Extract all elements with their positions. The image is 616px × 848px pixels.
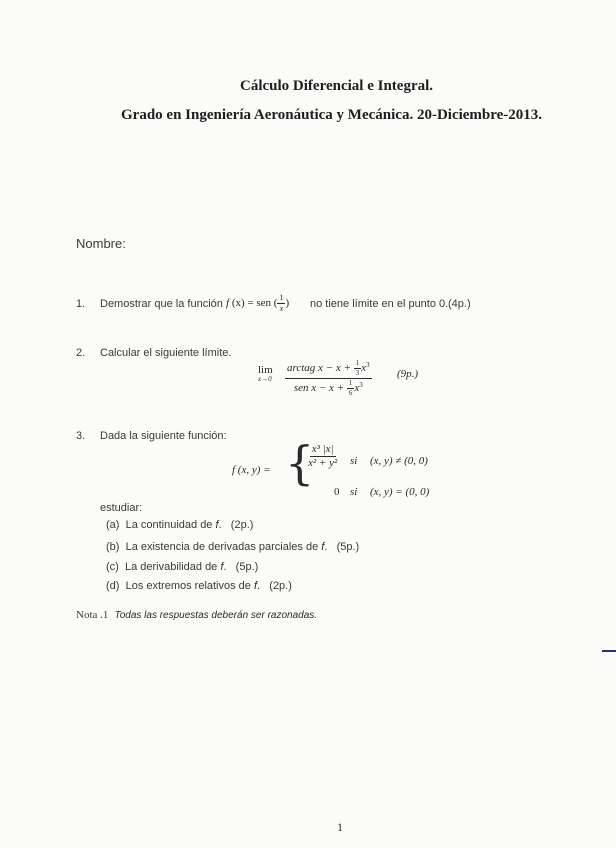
problem-2-number: 2. (76, 347, 86, 359)
exam-subtitle: Grado en Ingeniería Aeronáutica y Mecánica. 20-Diciembre-2013. (121, 107, 543, 123)
problem-2-text: Calcular el siguiente límite. (100, 347, 232, 359)
formula-eq: (x) = sen (231, 297, 272, 310)
case-2-condition: (x, y) = (0, 0) (370, 486, 430, 498)
piecewise-case-1: $\frac{\text{x³ |x|}}{\text{x² + y²}}$ (308, 443, 338, 469)
problem-1-formula: f (x) = sen ( $\frac{1}{x}$ ) (226, 293, 290, 313)
study-label: estudiar: (100, 502, 143, 514)
piecewise-lhs: f (x, y) = (232, 464, 271, 476)
study-item-b: (b) La existencia de derivadas parciales de f. (5p.) (106, 541, 360, 553)
case-1-si: si (350, 455, 358, 467)
case-2-si: si (350, 486, 358, 498)
case-1-condition: (x, y) ≠ (0, 0) (370, 455, 428, 467)
problem-1-points: (4p.) (448, 298, 471, 310)
limit-fraction (285, 360, 372, 397)
problem-1-number: 1. (76, 298, 86, 310)
note (76, 609, 317, 621)
formula-fraction: $\frac{1}{x}$ (279, 293, 284, 313)
limit-denominator: sen x − x + $\frac{1}{6}$ $x^3$ (293, 379, 363, 397)
formula-f: f (226, 297, 230, 310)
name-label: Nombre: (76, 236, 126, 251)
study-item-d: (d) Los extremos relativos de f. (2p.) (106, 580, 292, 592)
page-number: 1 (337, 820, 343, 834)
problem-3-text: Dada la siguiente función: (100, 430, 227, 442)
problem-1-text: Demostrar que la función (100, 298, 223, 310)
problem-2-points: (9p.) (397, 368, 419, 380)
exam-title: Cálculo Diferencial e Integral. (240, 78, 434, 94)
problem-3-number: 3. (76, 430, 86, 442)
study-item-c: (c) La derivabilidad de f. (5p.) (106, 561, 259, 573)
note-text: Todas las respuestas deberán ser razonadas. (114, 610, 318, 621)
scan-edge-mark (602, 650, 616, 652)
limit-label: lim x→0 (258, 364, 273, 383)
note-label: Nota .1 (76, 609, 109, 621)
piecewise-brace: { (285, 436, 315, 490)
problem-1-text-after: no tiene límite en el punto 0. (310, 298, 449, 310)
case-2-value: 0 (334, 486, 340, 498)
limit-numerator: arctag x − x + $\frac{1}{3}$ $x^3$ (287, 359, 370, 377)
study-item-a: (a) La continuidad de f. (2p.) (106, 519, 254, 531)
